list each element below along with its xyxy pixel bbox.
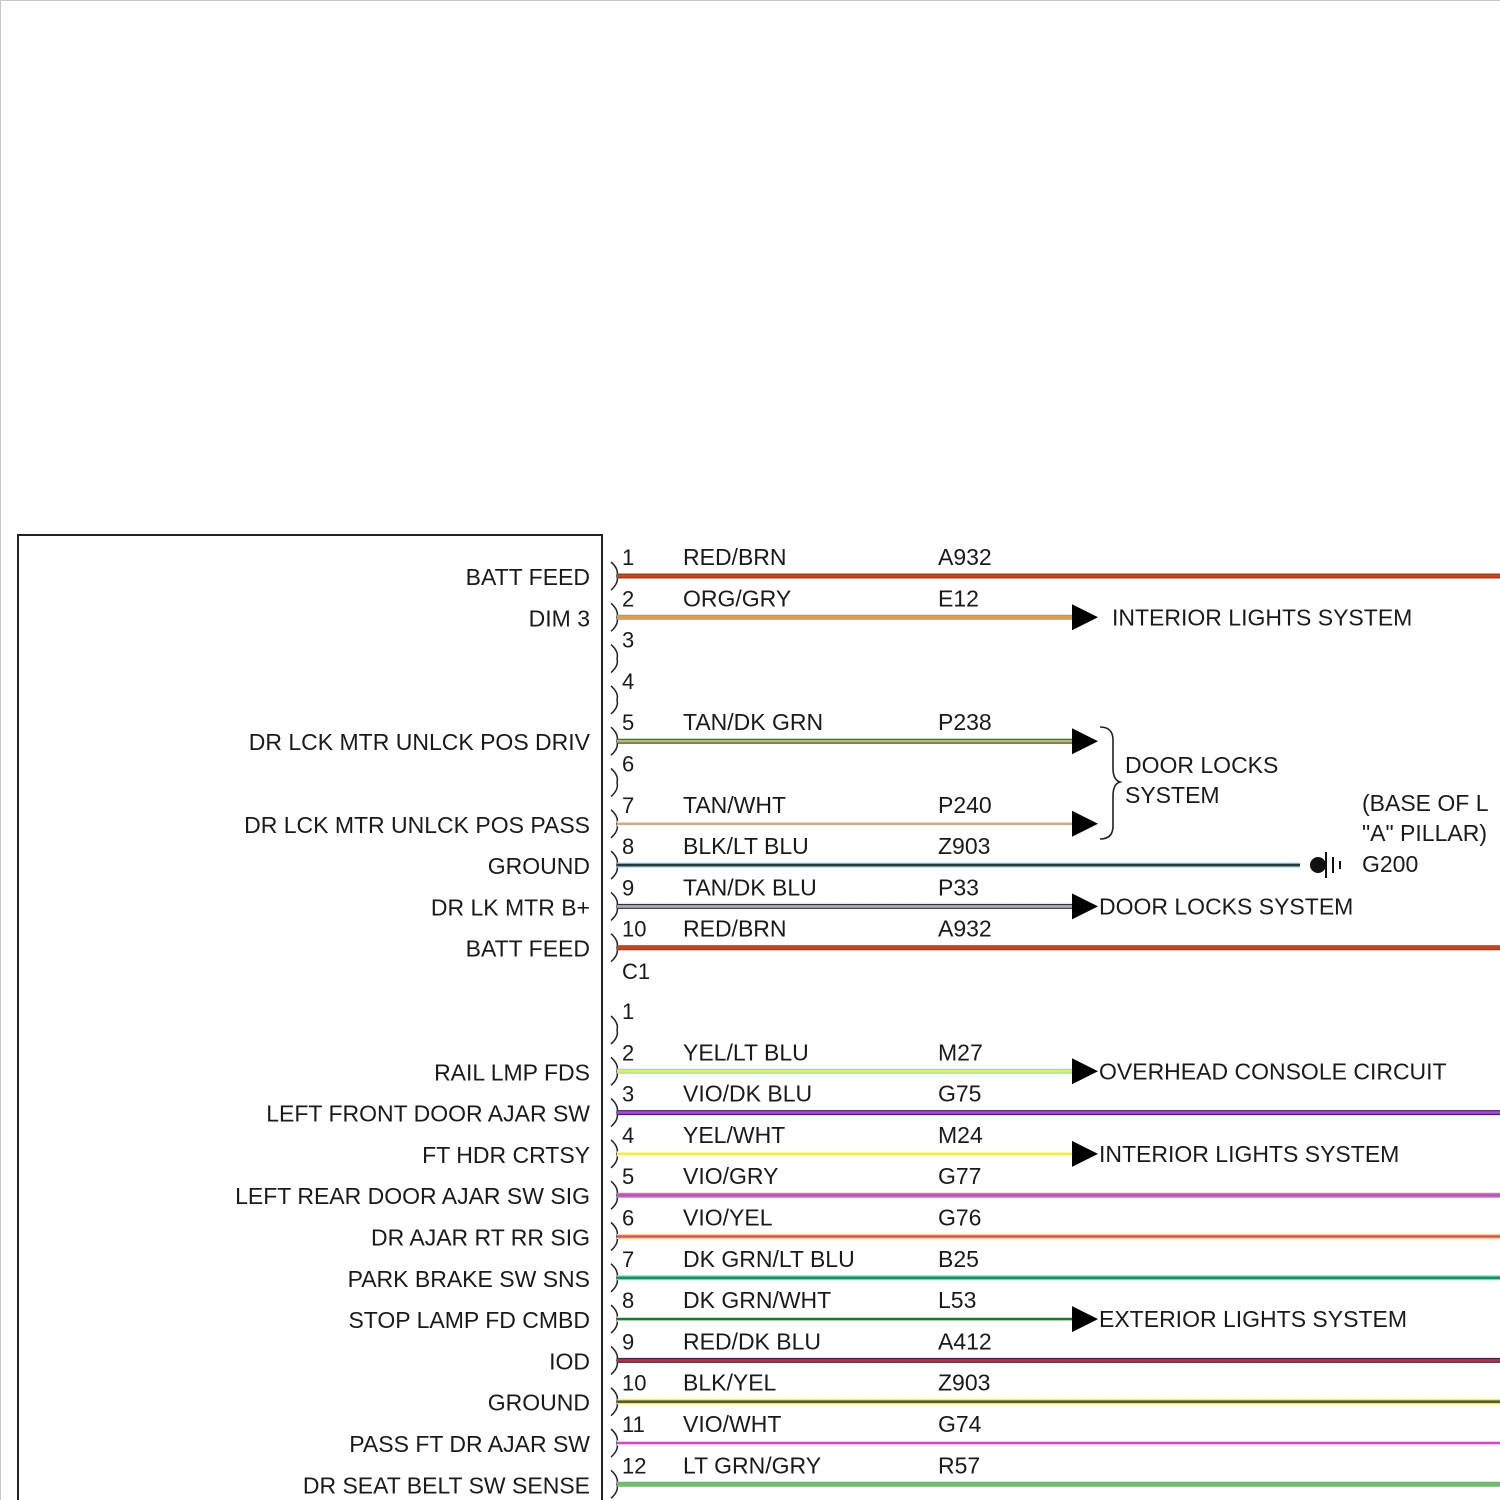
wire-color-code-2-8: DK GRN/WHT — [683, 1287, 832, 1314]
circuit-id-1-2: E12 — [938, 585, 979, 612]
pin-number-2-1: 1 — [622, 999, 635, 1024]
pin-cavity-2-6 — [611, 1223, 617, 1251]
circuit-id-2-8: L53 — [938, 1287, 977, 1314]
pin-cavity-1-1 — [611, 562, 617, 590]
pin-cavity-1-4 — [611, 686, 617, 714]
pin-number-1-6: 6 — [622, 751, 635, 777]
pin-cavity-1-9 — [611, 892, 617, 920]
ground-symbol-icon — [1310, 852, 1340, 878]
door-locks-label-line1: DOOR LOCKS — [1125, 752, 1279, 778]
pin-function-2-3: LEFT FRONT DOOR AJAR SW — [266, 1100, 590, 1127]
wire-color-code-1-1: RED/BRN — [683, 544, 787, 570]
door-locks-label-line2: SYSTEM — [1125, 782, 1220, 808]
circuit-id-2-10: Z903 — [938, 1369, 991, 1396]
wire-color-code-1-2: ORG/GRY — [683, 585, 792, 612]
pin-number-2-12: 12 — [622, 1453, 647, 1479]
component-box — [18, 535, 602, 1500]
wire-color-code-2-10: BLK/YEL — [683, 1369, 777, 1396]
pin-cavity-2-9 — [611, 1346, 617, 1374]
pin-function-2-8: STOP LAMP FD CMBD — [348, 1307, 590, 1334]
pin-number-2-6: 6 — [622, 1205, 635, 1231]
connector-label-c1: C1 — [622, 959, 651, 984]
arrow-icon-2-2 — [1072, 1058, 1098, 1084]
pin-cavity-2-7 — [611, 1264, 617, 1292]
pin-function-2-11: PASS FT DR AJAR SW — [349, 1431, 590, 1457]
wire-color-code-1-9: TAN/DK BLU — [683, 874, 817, 901]
door-locks-bracket — [1100, 727, 1120, 839]
wire-color-code-2-4: YEL/WHT — [683, 1121, 786, 1148]
pin-number-1-1: 1 — [622, 545, 635, 570]
pin-function-2-12: DR SEAT BELT SW SENSE — [302, 1472, 590, 1499]
pin-cavity-1-8 — [611, 851, 617, 879]
pin-number-2-2: 2 — [622, 1040, 635, 1066]
pin-function-1-10: BATT FEED — [465, 935, 590, 962]
wire-color-code-2-3: VIO/DK BLU — [683, 1080, 813, 1107]
pin-cavity-1-10 — [611, 934, 617, 962]
circuit-id-1-5: P238 — [938, 709, 992, 736]
wire-color-code-2-11: VIO/WHT — [683, 1411, 782, 1437]
circuit-id-2-12: R57 — [938, 1452, 981, 1479]
pin-number-2-4: 4 — [622, 1122, 635, 1148]
wire-color-code-1-5: TAN/DK GRN — [683, 709, 824, 736]
pin-cavity-2-3 — [611, 1099, 617, 1127]
pin-number-2-5: 5 — [622, 1164, 635, 1190]
wire-color-code-2-5: VIO/GRY — [683, 1163, 779, 1190]
ground-point-id: G200 — [1362, 851, 1419, 877]
pin-function-1-7: DR LCK MTR UNLCK POS PASS — [244, 811, 590, 838]
arrow-icon-1-2 — [1072, 604, 1098, 630]
pin-number-2-3: 3 — [622, 1081, 635, 1107]
circuit-id-1-10: A932 — [938, 915, 992, 942]
pin-function-1-9: DR LK MTR B+ — [430, 894, 590, 921]
arrow-icon-2-8 — [1072, 1306, 1098, 1332]
wire-color-code-1-7: TAN/WHT — [683, 791, 787, 818]
pin-function-2-4: FT HDR CRTSY — [422, 1141, 590, 1168]
circuit-id-1-7: P240 — [938, 791, 992, 818]
pin-number-2-7: 7 — [622, 1246, 635, 1272]
pin-function-2-7: PARK BRAKE SW SNS — [347, 1265, 590, 1292]
destination-2-4: INTERIOR LIGHTS SYSTEM — [1099, 1140, 1400, 1167]
pin-function-1-2: DIM 3 — [528, 605, 590, 632]
arrow-icon-1-9 — [1072, 893, 1098, 919]
pin-number-1-3: 3 — [622, 627, 635, 653]
pin-function-1-5: DR LCK MTR UNLCK POS DRIV — [248, 729, 590, 756]
arrow-icon-1-7 — [1072, 811, 1098, 837]
pin-cavity-1-7 — [611, 810, 617, 838]
pin-cavity-2-10 — [611, 1388, 617, 1416]
pin-function-2-2: RAIL LMP FDS — [434, 1059, 590, 1086]
pin-number-1-9: 9 — [622, 875, 635, 901]
pin-cavity-2-12 — [611, 1470, 617, 1498]
pin-function-2-6: DR AJAR RT RR SIG — [371, 1224, 590, 1251]
wire-color-code-1-10: RED/BRN — [683, 915, 787, 942]
circuit-id-2-9: A412 — [938, 1328, 992, 1355]
pin-function-1-8: GROUND — [487, 853, 590, 880]
pin-function-2-9: IOD — [549, 1348, 590, 1375]
arrow-icon-1-5 — [1072, 728, 1098, 754]
wire-color-code-2-2: YEL/LT BLU — [683, 1039, 809, 1066]
pin-cavity-1-6 — [611, 769, 617, 797]
pin-number-2-10: 10 — [622, 1370, 647, 1396]
wire-color-code-2-12: LT GRN/GRY — [683, 1452, 822, 1479]
pin-number-2-8: 8 — [622, 1288, 635, 1314]
pin-number-1-10: 10 — [622, 916, 647, 942]
circuit-id-2-3: G75 — [938, 1080, 982, 1107]
destination-1-2: INTERIOR LIGHTS SYSTEM — [1112, 604, 1413, 631]
pin-cavity-1-5 — [611, 727, 617, 755]
wire-color-code-1-8: BLK/LT BLU — [683, 833, 809, 860]
pin-number-1-4: 4 — [622, 668, 635, 694]
circuit-id-1-1: A932 — [938, 544, 992, 570]
pin-number-1-5: 5 — [622, 710, 635, 736]
wire-color-code-2-6: VIO/YEL — [683, 1204, 773, 1231]
wire-color-code-2-7: DK GRN/LT BLU — [683, 1245, 855, 1272]
circuit-id-2-2: M27 — [938, 1039, 983, 1066]
destination-1-9: DOOR LOCKS SYSTEM — [1099, 893, 1354, 920]
circuit-id-2-7: B25 — [938, 1245, 979, 1272]
pin-function-2-5: LEFT REAR DOOR AJAR SW SIG — [235, 1183, 590, 1210]
pin-number-2-11: 11 — [622, 1412, 645, 1437]
pin-cavity-2-8 — [611, 1305, 617, 1333]
pin-number-1-7: 7 — [622, 792, 635, 818]
pin-cavity-1-2 — [611, 603, 617, 631]
ground-location-line2: "A" PILLAR) — [1362, 820, 1487, 846]
circuit-id-2-6: G76 — [938, 1204, 982, 1231]
pin-number-1-8: 8 — [622, 834, 635, 860]
circuit-id-2-4: M24 — [938, 1121, 983, 1148]
arrow-icon-2-4 — [1072, 1141, 1098, 1167]
pin-cavity-2-2 — [611, 1057, 617, 1085]
pin-cavity-2-11 — [611, 1429, 617, 1457]
circuit-id-1-8: Z903 — [938, 833, 991, 860]
pin-number-1-2: 2 — [622, 586, 635, 612]
destination-2-8: EXTERIOR LIGHTS SYSTEM — [1099, 1306, 1407, 1333]
wire-color-code-2-9: RED/DK BLU — [683, 1328, 822, 1355]
pin-function-2-10: GROUND — [487, 1389, 590, 1416]
pin-cavity-2-5 — [611, 1181, 617, 1209]
ground-location-line1: (BASE OF L — [1362, 790, 1489, 816]
pin-cavity-2-1 — [611, 1016, 617, 1044]
pin-function-1-1: BATT FEED — [465, 564, 590, 590]
destination-2-2: OVERHEAD CONSOLE CIRCUIT — [1099, 1058, 1447, 1085]
pin-cavity-2-4 — [611, 1140, 617, 1168]
circuit-id-2-5: G77 — [938, 1163, 982, 1190]
circuit-id-2-11: G74 — [938, 1411, 982, 1437]
circuit-id-1-9: P33 — [938, 874, 979, 901]
pin-cavity-1-3 — [611, 645, 617, 673]
pin-number-2-9: 9 — [622, 1329, 635, 1355]
